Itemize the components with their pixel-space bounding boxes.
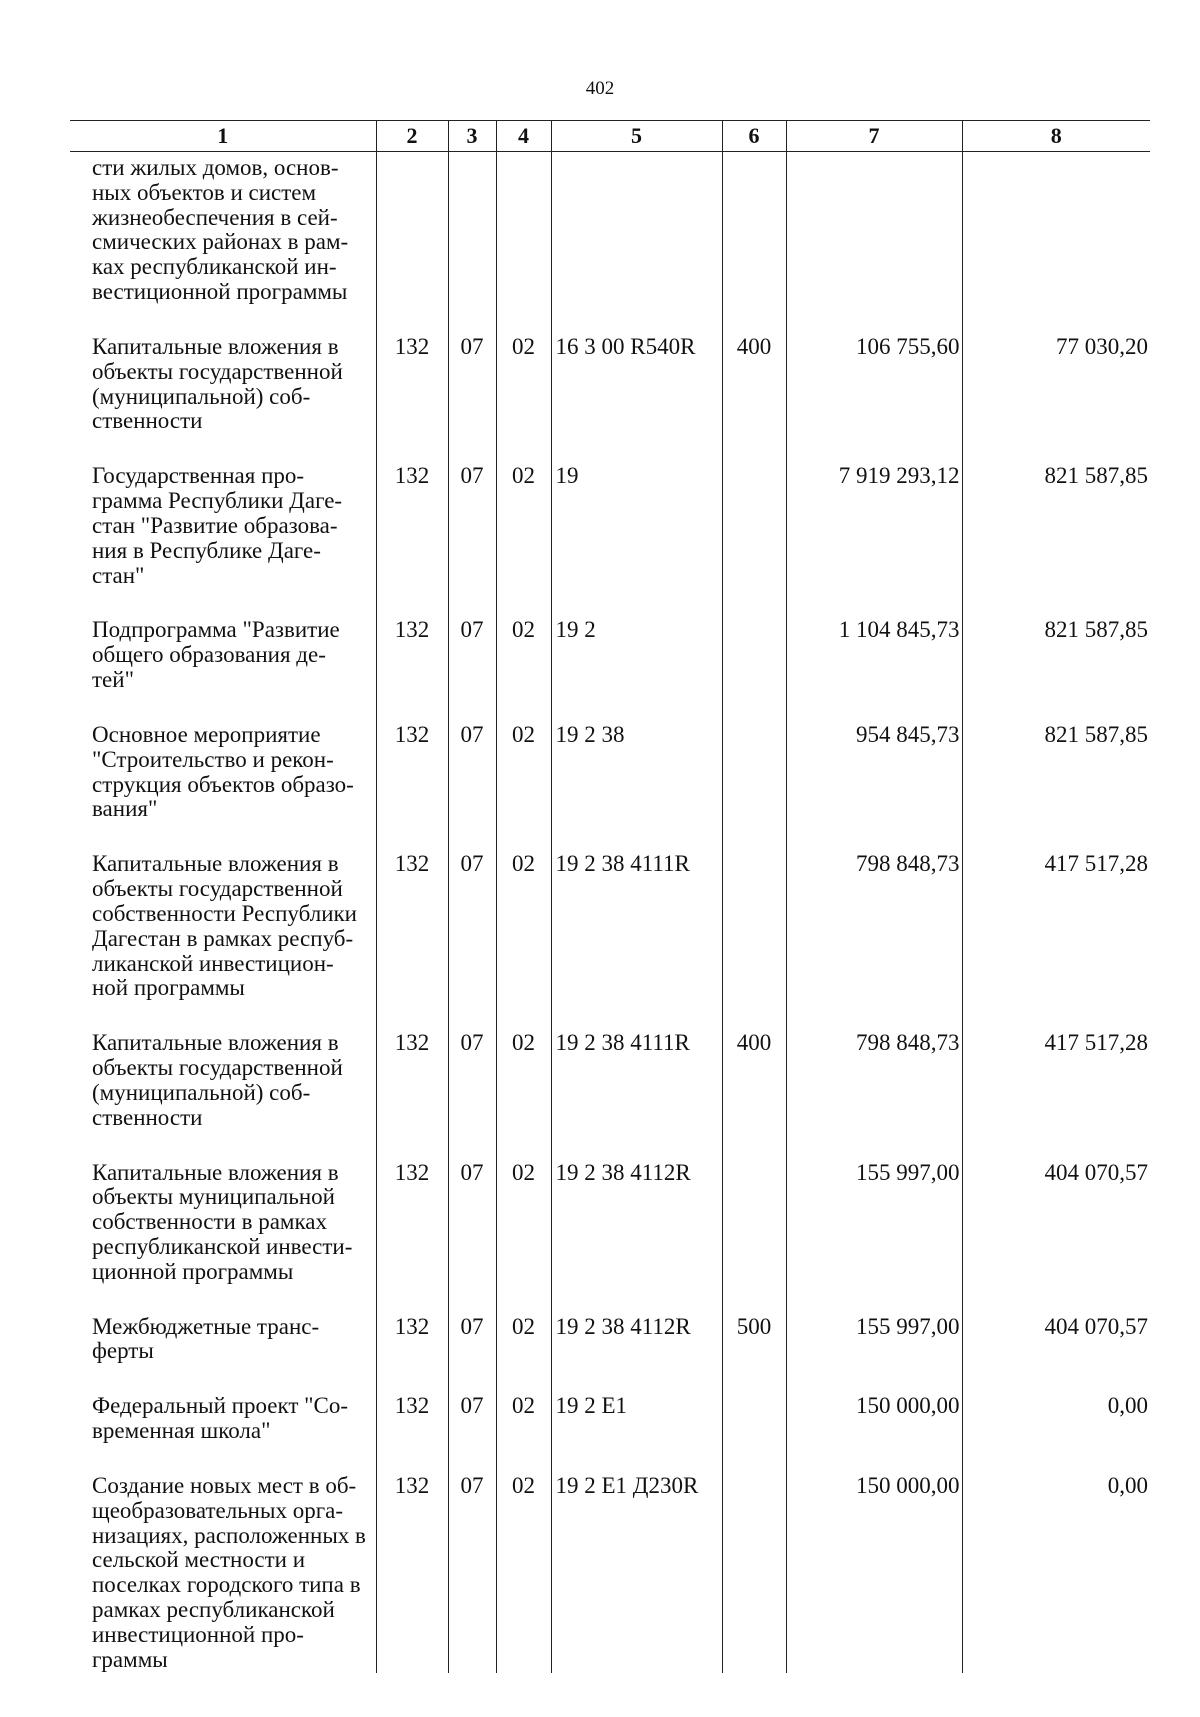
cell-amount-1: 150 000,00 [786,1390,962,1444]
row-name: Государственная про- грамма Республики Даге- стан "Развитие образова- ния в Республике Даге- стан" [92,463,343,588]
table-row [70,614,1150,692]
cell-section: 07 [448,1311,496,1365]
table-row [70,460,1150,588]
cell-section: 07 [448,1470,496,1673]
cell-expense-type [722,848,786,1001]
row-name: Создание новых мест в об- щеобразовательных орга- низациях, расположенных в сельской местности и поселках городского типа в рамках республиканской инвестиционной про- граммы [92,1472,366,1672]
row-name: Капитальные вложения в объекты муниципальной собственности в рамках республиканской инвести- ционной программы [92,1159,353,1284]
cell-section: 07 [448,1390,496,1444]
column-header-1: 1 [70,121,376,152]
cell-section: 07 [448,331,496,434]
table-row [70,152,1150,305]
cell-amount-1: 798 848,73 [786,848,962,1001]
cell-expense-type: 400 [722,1027,786,1130]
table-row [70,1027,1150,1130]
cell-section: 07 [448,719,496,822]
cell-ministry-code: 132 [376,719,448,822]
row-name: Основное мероприятие "Строительство и рекон- струкция объектов образо- вания" [92,721,354,822]
header-row [70,121,1150,152]
column-header-7: 7 [786,121,962,152]
column-header-2: 2 [376,121,448,152]
table-row [70,1157,1150,1285]
cell-subsection: 02 [496,1311,551,1365]
cell-ministry-code: 132 [376,848,448,1001]
cell-ministry-code: 132 [376,460,448,588]
cell-expense-type [722,152,786,305]
cell-amount-2: 417 517,28 [962,1027,1150,1130]
column-header-3: 3 [448,121,496,152]
cell-amount-1: 150 000,00 [786,1470,962,1673]
cell-subsection: 02 [496,331,551,434]
cell-target-article: 19 2 38 4111R [551,1027,722,1130]
cell-section: 07 [448,460,496,588]
cell-amount-1: 106 755,60 [786,331,962,434]
cell-target-article: 19 2 38 [551,719,722,822]
cell-subsection: 02 [496,1470,551,1673]
cell-amount-2: 404 070,57 [962,1157,1150,1285]
column-header-6: 6 [722,121,786,152]
cell-amount-1: 155 997,00 [786,1311,962,1365]
cell-section [448,152,496,305]
cell-target-article: 19 2 38 4112R [551,1157,722,1285]
column-header-4: 4 [496,121,551,152]
cell-amount-2: 417 517,28 [962,848,1150,1001]
cell-subsection: 02 [496,1157,551,1285]
cell-section: 07 [448,848,496,1001]
cell-amount-1: 954 845,73 [786,719,962,822]
cell-section: 07 [448,1157,496,1285]
cell-amount-2 [962,152,1150,305]
cell-target-article [551,152,722,305]
cell-expense-type [722,614,786,692]
table-row [70,719,1150,822]
cell-expense-type: 500 [722,1311,786,1365]
row-name: сти жилых домов, основ- ных объектов и систем жизнеобеспечения в сей- смических районах в рам- ках республиканской ин- вестиционной программы [92,155,349,305]
cell-amount-1: 155 997,00 [786,1157,962,1285]
cell-subsection: 02 [496,1390,551,1444]
cell-ministry-code: 132 [376,1027,448,1130]
page-number: 402 [585,78,615,99]
cell-ministry-code: 132 [376,1470,448,1673]
cell-target-article: 19 2 38 4111R [551,848,722,1001]
cell-expense-type [722,719,786,822]
cell-ministry-code: 132 [376,1390,448,1444]
cell-ministry-code: 132 [376,331,448,434]
cell-amount-2: 0,00 [962,1390,1150,1444]
row-name: Капитальные вложения в объекты государственной собственности Республики Дагестан в рамках респуб- ликанской инвестицион- ной программы [92,851,357,1001]
table-row [70,1311,1150,1365]
cell-expense-type [722,1157,786,1285]
cell-ministry-code: 132 [376,1157,448,1285]
cell-ministry-code: 132 [376,614,448,692]
cell-amount-1: 7 919 293,12 [786,460,962,588]
cell-ministry-code [376,152,448,305]
cell-expense-type [722,460,786,588]
row-name: Федеральный проект "Со- временная школа" [92,1393,349,1444]
table-row [70,848,1150,1001]
cell-target-article: 19 [551,460,722,588]
cell-amount-2: 0,00 [962,1470,1150,1673]
column-header-5: 5 [551,121,722,152]
table-row [70,1470,1150,1673]
row-name: Подпрограмма "Развитие общего образования де- тей" [92,617,340,693]
cell-amount-1: 1 104 845,73 [786,614,962,692]
cell-expense-type [722,1470,786,1673]
cell-amount-1 [786,152,962,305]
cell-subsection: 02 [496,719,551,822]
cell-amount-2: 404 070,57 [962,1311,1150,1365]
row-name: Капитальные вложения в объекты государственной (муниципальной) соб- ственности [92,333,343,434]
cell-amount-2: 77 030,20 [962,331,1150,434]
cell-subsection: 02 [496,1027,551,1130]
cell-amount-2: 821 587,85 [962,614,1150,692]
cell-section: 07 [448,1027,496,1130]
row-name: Капитальные вложения в объекты государственной (муниципальной) соб- ственности [92,1030,343,1130]
cell-target-article: 19 2 E1 Д230R [551,1470,722,1673]
cell-target-article: 19 2 E1 [551,1390,722,1444]
table-row [70,1390,1150,1444]
table-row [70,331,1150,434]
cell-target-article: 19 2 38 4112R [551,1311,722,1365]
cell-target-article: 16 3 00 R540R [551,331,722,434]
cell-amount-2: 821 587,85 [962,719,1150,822]
cell-expense-type: 400 [722,331,786,434]
row-name: Межбюджетные транс- ферты [92,1313,320,1364]
cell-subsection: 02 [496,848,551,1001]
cell-section: 07 [448,614,496,692]
cell-ministry-code: 132 [376,1311,448,1365]
cell-expense-type [722,1390,786,1444]
cell-target-article: 19 2 [551,614,722,692]
cell-subsection [496,152,551,305]
cell-subsection: 02 [496,614,551,692]
budget-table [70,120,1150,1673]
cell-amount-2: 821 587,85 [962,460,1150,588]
cell-subsection: 02 [496,460,551,588]
column-header-8: 8 [962,121,1150,152]
cell-amount-1: 798 848,73 [786,1027,962,1130]
